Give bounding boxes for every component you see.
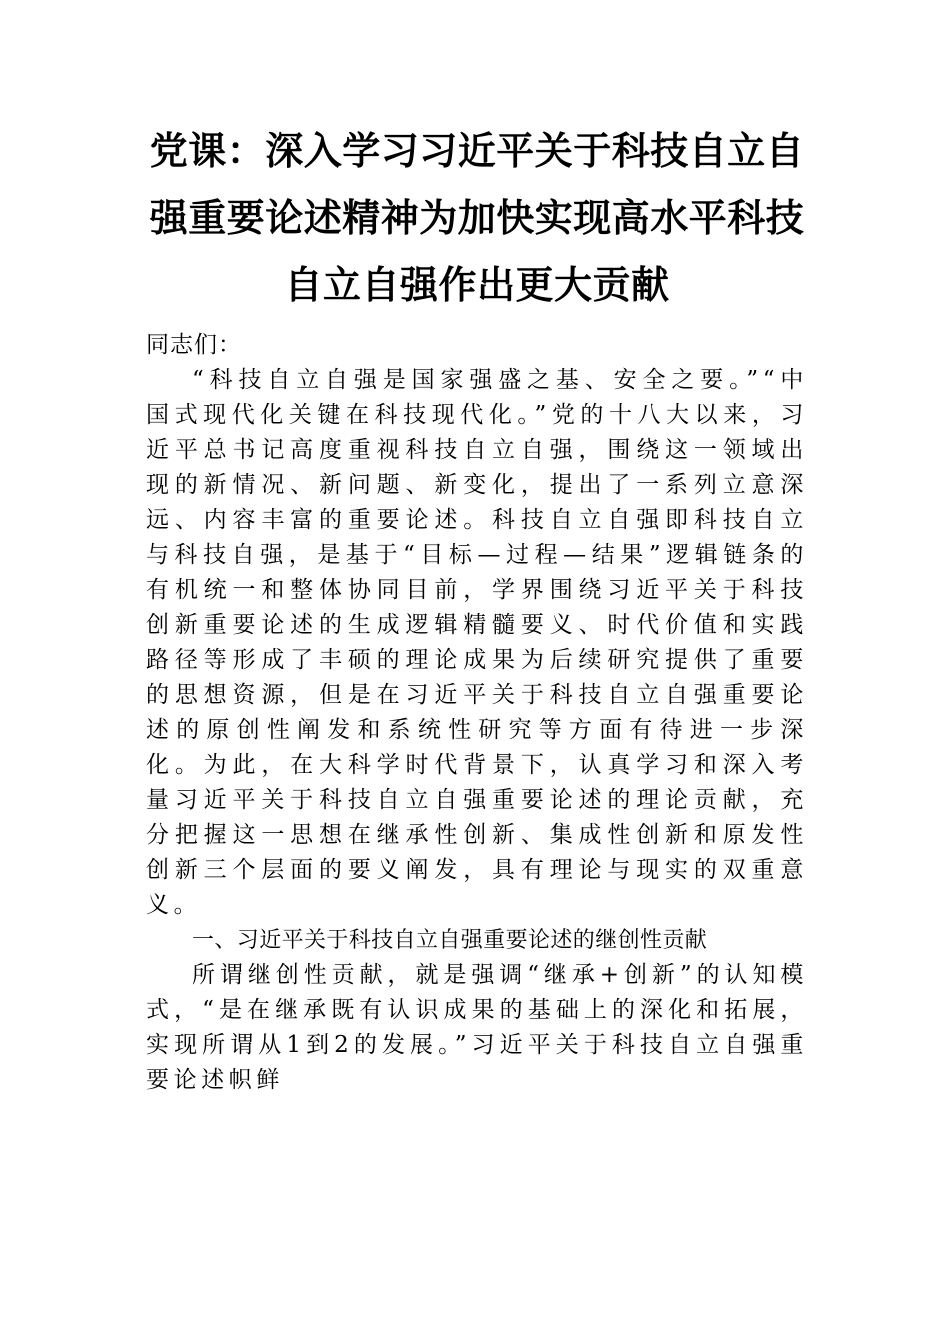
body-paragraph: “科技自立自强是国家强盛之基、安全之要。”“中国式现代化关键在科技现代化。”党的十八大以来，习近平总书记高度重视科技自立自强，围绕这一领域出现的新情况、新问题、新变化，提出了一系列立意深远、内容丰富的重要论述。科技自立自强即科技自立与科技自强，是基于“目标—过程—结果”逻辑链条的有机统一和整体协同目前，学界围绕习近平关于科技创新重要论述的生成逻辑精髓要义、时代价值和实践路径等形成了丰硕的理论成果为后续研究提供了重要的思想资源，但是在习近平关于科技自立自强重要论述的原创性阐发和系统性研究等方面有待进一步深化。为此，在大科学时代背景下，认真学习和深入考量习近平关于科技自立自强重要论述的理论贡献，充分把握这一思想在继承性创新、集成性创新和原发性创新三个层面的要义阐发，具有理论与现实的双重意义。 [146,367,808,918]
section-paragraph: 所谓继创性贡献，就是强调“继承+创新”的认知模式，“是在继承既有认识成果的基础上的深化和拓展，实现所谓从1到2的发展。”习近平关于科技自立自强重要论述帜鲜 [146,962,808,1093]
salutation: 同志们： [146,332,242,358]
section-heading: 一、习近平关于科技自立自强重要论述的继创性贡献 [192,928,708,953]
document-title: 党课：深入学习习近平关于科技自立自强重要论述精神为加快实现高水平科技自立自强作出更大贡献 [149,129,805,307]
document-page [146,118,808,1098]
